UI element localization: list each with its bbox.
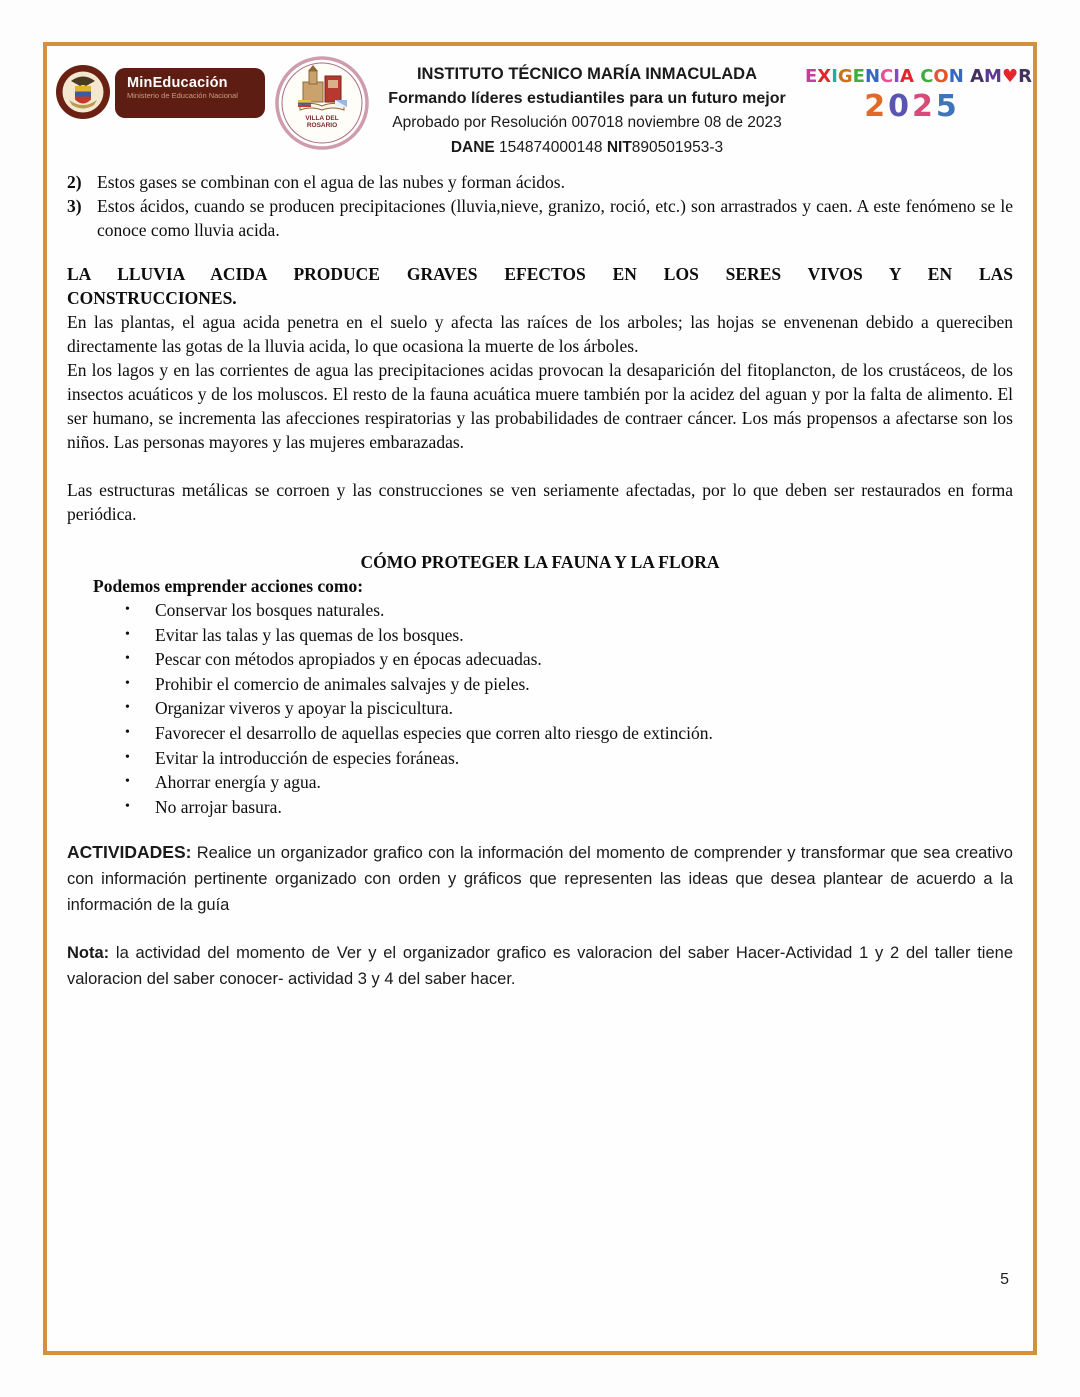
note-text: la actividad del momento de Ver y el organizador grafico es valoracion del saber Hacer-Actividad 1 y 2 del taller tiene valoracion del saber conocer- actividad 3 y 4 del saber hacer.: [67, 944, 1013, 989]
action-text: Favorecer el desarrollo de aquellas especies que corren alto riesgo de extinción.: [155, 722, 713, 743]
government-logos: [55, 54, 369, 150]
slogan-block: [805, 66, 1032, 124]
bullet-icon: •: [125, 626, 130, 642]
ministry-title: MinEducación: [127, 75, 228, 91]
list-item: [125, 721, 1013, 746]
school-seal-text: VILLA DEL: [305, 115, 339, 122]
action-text: Organizar viveros y apoyar la piscicultura.: [155, 698, 454, 719]
slogan-letter: ♥: [1001, 66, 1019, 87]
slogan-letter: E: [852, 66, 865, 87]
activities-label: ACTIVIDADES:: [67, 842, 192, 863]
slogan-letter: I: [831, 66, 838, 87]
bullet-icon: •: [125, 602, 130, 617]
slogan-letter: M: [984, 66, 1002, 87]
institute-approval: Aprobado por Resolución 007018 noviembre 08 de 2023: [392, 114, 782, 131]
bullet-icon: •: [125, 724, 130, 740]
list-item: [125, 623, 1013, 648]
ministry-subtitle: Ministerio de Educación Nacional: [127, 91, 238, 100]
numbered-item: [67, 194, 1013, 242]
section-heading-lluvia-acida: [67, 262, 1013, 310]
action-text: Pescar con métodos apropiados y en épocas adecuadas.: [155, 649, 542, 670]
item-number: 2): [67, 172, 82, 192]
institute-ids: [369, 136, 805, 161]
slogan-letter: G: [837, 66, 853, 87]
bullet-icon: •: [125, 774, 130, 790]
paragraph-plantas: En las plantas, el agua acida penetra en el suelo y afecta las raíces de los arboles; las hojas se envenenan debido a quereciben directamente las gotas de la lluvia acida, lo que ocasiona la muerte de los árboles.: [67, 312, 1013, 356]
year-digit: 0: [888, 89, 912, 124]
action-text: Evitar las talas y las quemas de los bosques.: [155, 624, 464, 645]
slogan-letter: C: [920, 66, 934, 87]
header: [47, 46, 1033, 160]
list-item: [125, 672, 1013, 697]
nit-value: 890501953-3: [631, 138, 724, 156]
slogan-year: [805, 89, 1019, 124]
actions-list: [67, 598, 1013, 819]
slogan: [805, 66, 1032, 87]
page-number: 5: [1000, 1271, 1009, 1288]
slogan-letter: O: [933, 66, 949, 87]
action-text: Conservar los bosques naturales.: [155, 600, 385, 620]
school-seal-text-2: ROSARIO: [306, 122, 338, 129]
slogan-letter: A: [899, 66, 914, 87]
item-text: Estos ácidos, cuando se producen precipitaciones (lluvia,nieve, granizo, roció, etc.) son arrastrados y caen. A este fenómeno se le conoce como lluvia acida.: [97, 196, 1013, 240]
paragraph-lagos: En los lagos y en las corrientes de agua las precipitaciones acidas provocan la desaparición del fitoplancton, de los crustáceos, de los insectos acuáticos y de los moluscos. El resto de la fauna acuática muere también por la acidez del aguan y por la falta de alimento. El ser humano, se incrementa las afecciones respiratorias y las probabilidades de contraer cáncer. Los más propensos a afectarse son los niños. Las personas mayores y las mujeres embarazadas.: [67, 360, 1013, 452]
document-body: [47, 160, 1033, 992]
colombia-coat-of-arms-icon: [55, 64, 111, 120]
dane-label: DANE: [450, 138, 495, 156]
numbered-item: [67, 170, 1013, 194]
action-text: Ahorrar energía y agua.: [155, 772, 321, 793]
section-heading-proteger: CÓMO PROTEGER LA FAUNA Y LA FLORA: [360, 552, 720, 572]
numbered-list: [67, 170, 1013, 242]
list-item: [125, 696, 1013, 721]
item-text: Estos gases se combinan con el agua de las nubes y forman ácidos.: [97, 172, 565, 192]
nit-label: NIT: [606, 138, 632, 156]
list-item: [125, 770, 1013, 795]
bullet-icon: •: [125, 798, 130, 814]
list-item: [125, 795, 1013, 820]
slogan-letter: I: [893, 66, 900, 87]
institute-motto: Formando líderes estudiantiles para un futuro mejor: [388, 89, 786, 107]
item-number: 3): [67, 196, 82, 216]
dane-value: 154874000148: [494, 138, 607, 156]
paragraph-estructuras: Las estructuras metálicas se corroen y las construcciones se ven seriamente afectadas, por lo que deben ser restaurados en forma periódica.: [67, 480, 1013, 524]
note-label: Nota:: [67, 944, 110, 963]
slogan-letter: N: [864, 66, 881, 87]
year-digit: 2: [912, 89, 936, 124]
mineducacion-logo: [115, 68, 265, 118]
list-item: [125, 746, 1013, 771]
actions-intro: Podemos emprender acciones como:: [93, 576, 364, 596]
slogan-letter: E: [805, 66, 818, 87]
list-item: [125, 647, 1013, 672]
heading-line: CONSTRUCCIONES.: [67, 288, 237, 308]
action-text: No arrojar basura.: [155, 796, 282, 817]
slogan-letter: X: [817, 66, 832, 87]
list-item: [125, 598, 1013, 623]
slogan-letter: C: [880, 66, 894, 87]
slogan-letter: N: [948, 66, 964, 87]
action-text: Prohibir el comercio de animales salvajes y de pieles.: [155, 673, 530, 694]
bullet-icon: •: [125, 749, 130, 765]
activities-text: Realice un organizador grafico con la información del momento de comprender y transformar que sea creativo con información pertinente organizado con orden y gráficos que representen las ideas que desea plantear de acuerdo a la información de la guía: [67, 844, 1013, 915]
activities-paragraph: [67, 839, 1013, 918]
bullet-icon: •: [125, 700, 130, 716]
action-text: Evitar la introducción de especies foráneas.: [155, 747, 460, 768]
document-page: [43, 42, 1037, 1355]
note-paragraph: [67, 940, 1013, 992]
slogan-letter: A: [970, 66, 985, 87]
slogan-letter: R: [1018, 66, 1032, 87]
bullet-icon: •: [125, 675, 130, 691]
year-digit: 2: [864, 89, 889, 124]
institute-header-text: [369, 62, 805, 160]
year-digit: 5: [935, 89, 960, 124]
institute-name: INSTITUTO TÉCNICO MARÍA INMACULADA: [416, 65, 758, 83]
heading-line: LA LLUVIA ACIDA PRODUCE GRAVES EFECTOS EN LOS SERES VIVOS Y EN LAS: [67, 264, 1013, 284]
school-seal: [275, 56, 369, 150]
bullet-icon: •: [125, 651, 130, 667]
